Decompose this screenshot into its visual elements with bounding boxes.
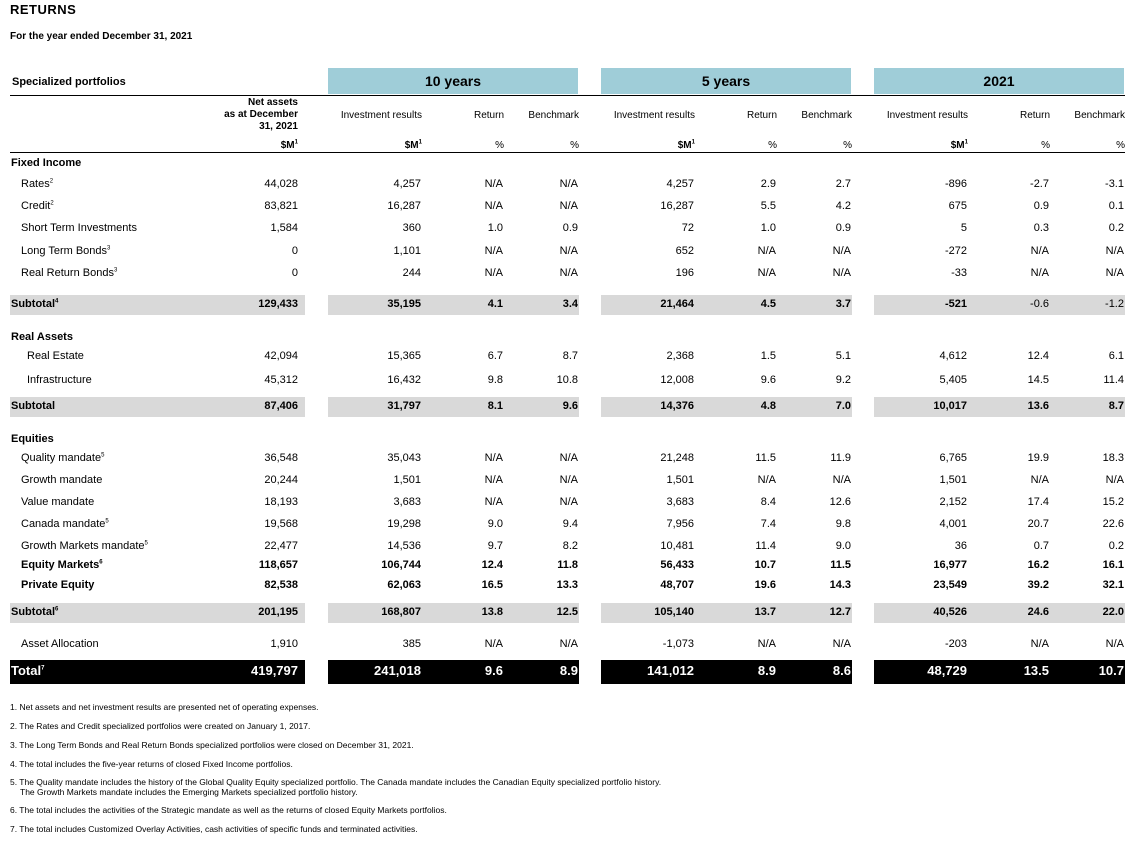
value-cell: 244	[402, 267, 421, 279]
section-real-assets: Real Assets	[11, 331, 73, 343]
value-cell: N/A	[1030, 474, 1049, 486]
row-label-text: Quality mandate	[21, 452, 102, 464]
net-assets-cell: 45,312	[264, 374, 298, 386]
row-label	[21, 222, 137, 234]
investment-results-unit	[876, 140, 968, 152]
value-cell: 15,365	[387, 350, 421, 362]
value-cell: 9.4	[562, 518, 578, 530]
row-label-text: Rates	[21, 178, 50, 190]
value-cell: 4,001	[939, 518, 967, 530]
investment-results-header: Investment results	[613, 110, 695, 121]
value-cell: 19,298	[387, 518, 421, 530]
value-cell: 4.5	[760, 298, 776, 310]
benchmark-header: Benchmark	[801, 110, 852, 121]
value-cell: N/A	[559, 200, 578, 212]
value-cell: 14.3	[829, 579, 851, 591]
value-cell: 20.7	[1027, 518, 1049, 530]
value-cell: 0.9	[1033, 200, 1049, 212]
value-cell: N/A	[757, 267, 776, 279]
value-cell: 8.4	[760, 496, 776, 508]
value-cell: 8.9	[559, 663, 578, 678]
value-cell: 6.7	[487, 350, 503, 362]
value-cell: 5,405	[939, 374, 967, 386]
net-assets-cell: 22,477	[264, 540, 298, 552]
value-cell: 21,464	[660, 298, 694, 310]
benchmark-header: Benchmark	[1074, 110, 1125, 121]
value-cell: N/A	[484, 496, 503, 508]
value-cell: N/A	[832, 474, 851, 486]
value-cell: 1,101	[393, 245, 421, 257]
net-assets-cell: 42,094	[264, 350, 298, 362]
value-cell: -896	[944, 178, 967, 190]
value-cell: N/A	[484, 474, 503, 486]
value-cell: 675	[948, 200, 967, 212]
unit-sm: $M	[950, 140, 965, 151]
value-cell: 360	[402, 222, 421, 234]
value-cell: N/A	[1105, 638, 1124, 650]
value-cell: 0.1	[1108, 200, 1124, 212]
value-cell: N/A	[832, 638, 851, 650]
net-assets-cell: 20,244	[264, 474, 298, 486]
footnote-ref: 4	[55, 298, 59, 305]
value-cell: 19.6	[754, 579, 776, 591]
row-label	[21, 178, 53, 190]
value-cell: -2.7	[1030, 178, 1049, 190]
value-cell: N/A	[757, 474, 776, 486]
value-cell: 48,707	[660, 579, 694, 591]
net-assets-unit	[240, 140, 298, 152]
row-label	[11, 606, 58, 618]
net-assets-cell: 118,657	[258, 559, 298, 571]
value-cell: N/A	[1030, 245, 1049, 257]
row-label	[27, 350, 84, 362]
value-cell: 15.2	[1102, 496, 1124, 508]
value-cell: 16,432	[387, 374, 421, 386]
footnote-ref: 1	[294, 139, 298, 146]
portfolio-column-label: Specialized portfolios	[12, 76, 126, 88]
row-label-text: Asset Allocation	[21, 638, 99, 650]
value-cell: 1,501	[939, 474, 967, 486]
value-cell: 2,368	[666, 350, 694, 362]
footnote-ref: 6	[99, 559, 103, 566]
value-cell: 9.6	[484, 663, 503, 678]
unit-sm: $M	[677, 140, 692, 151]
net-assets-cell: 1,910	[270, 638, 298, 650]
value-cell: 3.7	[835, 298, 851, 310]
value-cell: 106,744	[381, 559, 421, 571]
header-rule-bottom	[10, 152, 1125, 153]
value-cell: 1.0	[487, 222, 503, 234]
net-assets-cell: 18,193	[264, 496, 298, 508]
return-unit: %	[768, 140, 777, 151]
value-cell: -1.2	[1105, 298, 1124, 310]
value-cell: 19.9	[1027, 452, 1049, 464]
footnote: 4. The total includes the five-year returns of closed Fixed Income portfolios.	[10, 759, 293, 769]
net-assets-cell: 82,538	[264, 579, 298, 591]
value-cell: N/A	[757, 638, 776, 650]
row-label-text: Total	[11, 663, 42, 678]
value-cell: N/A	[484, 245, 503, 257]
value-cell: N/A	[484, 200, 503, 212]
value-cell: N/A	[559, 267, 578, 279]
footnote-ref: 5	[105, 518, 109, 525]
value-cell: 12.6	[829, 496, 851, 508]
value-cell: 4,612	[939, 350, 967, 362]
value-cell: 14,376	[660, 400, 694, 412]
value-cell: N/A	[832, 245, 851, 257]
net-assets-cell: 87,406	[264, 400, 298, 412]
value-cell: N/A	[559, 245, 578, 257]
value-cell: N/A	[484, 638, 503, 650]
value-cell: 7,956	[666, 518, 694, 530]
row-label	[21, 267, 117, 279]
value-cell: 16,287	[660, 200, 694, 212]
value-cell: 385	[402, 638, 421, 650]
footnote-ref: 2	[50, 200, 54, 207]
value-cell: -521	[944, 298, 967, 310]
value-cell: 0.3	[1033, 222, 1049, 234]
value-cell: 1,501	[666, 474, 694, 486]
value-cell: 11.4	[755, 540, 776, 552]
value-cell: 9.8	[487, 374, 503, 386]
value-cell: -0.6	[1030, 298, 1049, 310]
investment-results-unit	[330, 140, 422, 152]
value-cell: 1.0	[760, 222, 776, 234]
value-cell: 11.4	[1103, 374, 1124, 386]
value-cell: 7.4	[760, 518, 776, 530]
value-cell: 31,797	[387, 400, 421, 412]
footnote-ref: 2	[49, 178, 54, 185]
footnote: 6. The total includes the activities of the Strategic mandate as well as the returns of closed Equity Markets portfolios.	[10, 805, 447, 815]
row-label-text: Growth Markets mandate	[21, 540, 145, 552]
value-cell: 24.6	[1027, 606, 1049, 618]
value-cell: N/A	[559, 638, 578, 650]
return-header: Return	[473, 110, 504, 121]
value-cell: 39.2	[1027, 579, 1049, 591]
value-cell: 16,287	[387, 200, 421, 212]
value-cell: 16.1	[1102, 559, 1124, 571]
value-cell: 56,433	[660, 559, 694, 571]
value-cell: 11.5	[755, 452, 776, 464]
value-cell: 10.7	[1098, 663, 1124, 678]
value-cell: 105,140	[654, 606, 694, 618]
value-cell: 12.4	[1027, 350, 1049, 362]
net-assets-cell: 0	[291, 267, 298, 279]
row-label-text: Real Estate	[27, 350, 84, 362]
value-cell: 16.5	[481, 579, 503, 591]
value-cell: 10,481	[660, 540, 694, 552]
investment-results-unit	[603, 140, 695, 152]
row-label	[21, 559, 103, 571]
value-cell: 22.6	[1102, 518, 1124, 530]
value-cell: 4,257	[393, 178, 421, 190]
value-cell: 2,152	[939, 496, 967, 508]
value-cell: 13.5	[1023, 663, 1049, 678]
footnote-ref: 1	[418, 139, 422, 146]
value-cell: 9.0	[487, 518, 503, 530]
value-cell: 0.2	[1108, 222, 1124, 234]
row-label	[21, 452, 104, 464]
value-cell: 5	[960, 222, 967, 234]
value-cell: 8.7	[1108, 400, 1124, 412]
row-label-text: Infrastructure	[27, 374, 92, 386]
row-label	[21, 474, 102, 486]
row-label-text: Subtotal	[11, 400, 55, 412]
value-cell: 13.3	[556, 579, 578, 591]
footnote-ref: 1	[964, 139, 968, 146]
value-cell: 11.5	[830, 559, 851, 571]
value-cell: N/A	[1105, 267, 1124, 279]
value-cell: 9.6	[760, 374, 776, 386]
value-cell: 9.2	[835, 374, 851, 386]
value-cell: 14.5	[1027, 374, 1049, 386]
value-cell: 4,257	[666, 178, 694, 190]
period-header-5-years: 5 years	[601, 68, 851, 94]
row-label	[11, 298, 58, 310]
return-header: Return	[1019, 110, 1050, 121]
value-cell: 36	[954, 540, 967, 552]
value-cell: 168,807	[381, 606, 421, 618]
row-label-text: Private Equity	[21, 579, 95, 591]
value-cell: 8.6	[832, 663, 851, 678]
footnote-ref: 5	[101, 452, 105, 459]
benchmark-unit: %	[843, 140, 852, 151]
value-cell: N/A	[559, 474, 578, 486]
value-cell: N/A	[484, 452, 503, 464]
value-cell: 9.7	[487, 540, 503, 552]
value-cell: 16.2	[1027, 559, 1049, 571]
value-cell: 6.1	[1108, 350, 1124, 362]
row-label	[21, 518, 109, 530]
value-cell: 11.8	[557, 559, 578, 571]
value-cell: -1,073	[662, 638, 694, 650]
value-cell: 0.2	[1108, 540, 1124, 552]
page-subtitle: For the year ended December 31, 2021	[10, 31, 193, 42]
benchmark-unit: %	[1116, 140, 1125, 151]
value-cell: N/A	[832, 267, 851, 279]
value-cell: 3,683	[666, 496, 694, 508]
row-label-text: Growth mandate	[21, 474, 103, 486]
value-cell: N/A	[559, 178, 578, 190]
row-label	[21, 579, 94, 591]
value-cell: 2.7	[835, 178, 851, 190]
footnote-ref: 5	[144, 540, 148, 547]
value-cell: 8.9	[757, 663, 776, 678]
return-unit: %	[495, 140, 504, 151]
value-cell: 35,043	[387, 452, 421, 464]
value-cell: N/A	[1030, 638, 1049, 650]
value-cell: N/A	[1105, 245, 1124, 257]
footnote: 1. Net assets and net investment results are presented net of operating expenses.	[10, 702, 319, 712]
row-label-text: Subtotal	[11, 298, 55, 310]
value-cell: 32.1	[1102, 579, 1124, 591]
value-cell: 7.0	[835, 400, 851, 412]
net-assets-cell: 36,548	[264, 452, 298, 464]
value-cell: 13.7	[754, 606, 776, 618]
value-cell: 141,012	[647, 663, 694, 678]
value-cell: 21,248	[660, 452, 694, 464]
net-assets-cell: 201,195	[258, 606, 298, 618]
return-header: Return	[746, 110, 777, 121]
value-cell: 8.7	[562, 350, 578, 362]
value-cell: 2.9	[760, 178, 776, 190]
row-label	[21, 540, 148, 552]
value-cell: N/A	[559, 496, 578, 508]
net-assets-cell: 129,433	[258, 298, 298, 310]
value-cell: 0.9	[562, 222, 578, 234]
value-cell: 14,536	[387, 540, 421, 552]
value-cell: 12.5	[556, 606, 578, 618]
row-label-text: Credit	[21, 200, 51, 212]
value-cell: 9.8	[835, 518, 851, 530]
net-assets-header-line3: 31, 2021	[259, 121, 298, 132]
net-assets-header-line1: Net assets	[247, 97, 298, 108]
net-assets-cell: 44,028	[264, 178, 298, 190]
header-rule-top	[10, 95, 1125, 96]
net-assets-cell: 419,797	[251, 663, 298, 678]
value-cell: 4.8	[760, 400, 776, 412]
footnote-ref: 3	[113, 267, 118, 274]
footnote: 7. The total includes Customized Overlay Activities, cash activities of specific funds and terminated activities.	[10, 824, 418, 834]
row-label	[11, 663, 44, 678]
value-cell: 48,729	[927, 663, 967, 678]
net-assets-cell: 19,568	[264, 518, 298, 530]
value-cell: 8.1	[487, 400, 503, 412]
row-label	[21, 245, 110, 257]
section-fixed-income: Fixed Income	[11, 157, 82, 169]
value-cell: 8.2	[562, 540, 578, 552]
value-cell: 4.1	[487, 298, 503, 310]
value-cell: 196	[675, 267, 694, 279]
footnote: 5. The Quality mandate includes the history of the Global Quality Equity specialized portfolio. The Canada mandate includes the Canadian Equity specialized portfolio history.	[10, 777, 662, 787]
row-label-text: Long Term Bonds	[21, 245, 108, 257]
footnote: 2. The Rates and Credit specialized portfolios were created on January 1, 2017.	[10, 721, 311, 731]
row-label	[11, 400, 55, 412]
value-cell: 3.4	[562, 298, 578, 310]
return-unit: %	[1041, 140, 1050, 151]
value-cell: -203	[944, 638, 967, 650]
period-header-2021: 2021	[874, 68, 1124, 94]
value-cell: 35,195	[387, 298, 421, 310]
value-cell: 6,765	[939, 452, 967, 464]
row-label-text: Subtotal	[11, 606, 55, 618]
value-cell: 40,526	[933, 606, 967, 618]
unit-sm: $M	[280, 140, 295, 151]
footnote: The Growth Markets mandate includes the Emerging Markets specialized portfolio history.	[20, 787, 358, 797]
investment-results-header: Investment results	[340, 110, 422, 121]
value-cell: 1.5	[760, 350, 776, 362]
value-cell: N/A	[484, 267, 503, 279]
net-assets-header	[200, 97, 298, 133]
value-cell: 12.4	[481, 559, 503, 571]
value-cell: 10,017	[933, 400, 967, 412]
value-cell: 10.8	[556, 374, 578, 386]
benchmark-header: Benchmark	[528, 110, 579, 121]
value-cell: 0.9	[835, 222, 851, 234]
net-assets-cell: 83,821	[264, 200, 298, 212]
row-label	[21, 496, 94, 508]
value-cell: 4.2	[835, 200, 851, 212]
row-label	[21, 638, 99, 650]
value-cell: 16,977	[933, 559, 967, 571]
net-assets-header-line2: as at December	[224, 109, 298, 120]
value-cell: 3,683	[393, 496, 421, 508]
net-assets-cell: 1,584	[270, 222, 298, 234]
value-cell: -33	[951, 267, 967, 279]
value-cell: N/A	[559, 452, 578, 464]
investment-results-header: Investment results	[886, 110, 968, 121]
value-cell: -272	[944, 245, 967, 257]
value-cell: N/A	[484, 178, 503, 190]
value-cell: 11.9	[830, 452, 851, 464]
value-cell: 241,018	[374, 663, 421, 678]
footnote: 3. The Long Term Bonds and Real Return Bonds specialized portfolios were closed on December 31, 2021.	[10, 740, 414, 750]
value-cell: N/A	[757, 245, 776, 257]
row-label-text: Short Term Investments	[21, 222, 137, 234]
section-equities: Equities	[11, 433, 54, 445]
row-label-text: Real Return Bonds	[21, 267, 114, 279]
net-assets-cell: 0	[291, 245, 298, 257]
value-cell: 9.6	[562, 400, 578, 412]
value-cell: 5.5	[760, 200, 776, 212]
footnote-ref: 1	[691, 139, 695, 146]
value-cell: 13.8	[481, 606, 503, 618]
value-cell: 652	[675, 245, 694, 257]
footnote-ref: 3	[107, 245, 111, 252]
value-cell: 23,549	[933, 579, 967, 591]
row-label	[21, 200, 54, 212]
value-cell: 0.7	[1033, 540, 1049, 552]
value-cell: 17.4	[1027, 496, 1049, 508]
value-cell: 10.7	[754, 559, 776, 571]
row-label-text: Value mandate	[21, 496, 95, 508]
value-cell: 22.0	[1102, 606, 1124, 618]
value-cell: N/A	[1105, 474, 1124, 486]
footnote-ref: 7	[41, 665, 45, 672]
value-cell: 62,063	[387, 579, 421, 591]
value-cell: -3.1	[1105, 178, 1124, 190]
value-cell: 18.3	[1102, 452, 1124, 464]
value-cell: 12,008	[660, 374, 694, 386]
value-cell: 72	[681, 222, 694, 234]
row-label-text: Canada mandate	[21, 518, 106, 530]
benchmark-unit: %	[570, 140, 579, 151]
page-title: RETURNS	[10, 2, 77, 17]
value-cell: 12.7	[829, 606, 851, 618]
unit-sm: $M	[404, 140, 419, 151]
value-cell: 5.1	[835, 350, 851, 362]
value-cell: 9.0	[835, 540, 851, 552]
footnote-ref: 6	[55, 606, 59, 613]
row-label	[27, 374, 92, 386]
row-label-text: Equity Markets	[21, 559, 100, 571]
value-cell: 1,501	[393, 474, 421, 486]
value-cell: N/A	[1030, 267, 1049, 279]
value-cell: 13.6	[1027, 400, 1049, 412]
period-header-10-years: 10 years	[328, 68, 578, 94]
